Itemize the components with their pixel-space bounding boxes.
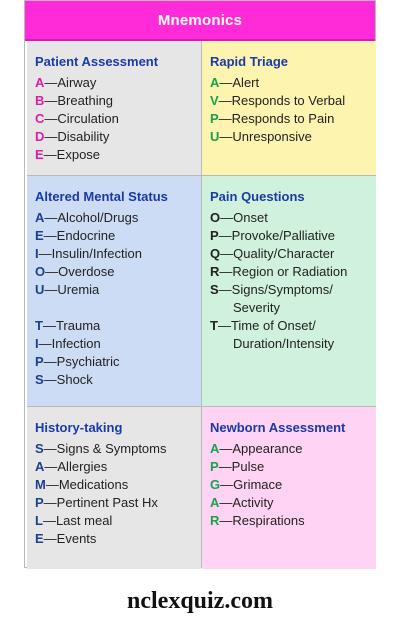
mnemonic-dash: — [42,513,56,528]
mnemonic-text: Airway [57,75,97,90]
mnemonic-letter: V [210,93,219,108]
mnemonic-text: Insulin/Infection [51,246,142,261]
mnemonic-text: Responds to Pain [231,111,335,126]
mnemonic-item [35,281,201,299]
mnemonic-item [210,245,376,263]
pain-questions-list [210,209,376,353]
mnemonic-dash: — [218,282,232,297]
mnemonic-item [210,209,376,227]
mnemonic-item [35,209,201,227]
mnemonic-letter: R [210,513,220,528]
mnemonic-text: Circulation [57,111,119,126]
mnemonic-dash: — [43,147,57,162]
mnemonic-item [35,227,201,245]
mnemonic-text: Expose [56,147,101,162]
mnemonic-letter: O [35,264,46,279]
mnemonic-dash: — [43,372,57,387]
mnemonic-letter: G [210,477,221,492]
mnemonic-text: Shock [56,372,93,387]
mnemonic-letter: S [210,282,219,297]
mnemonic-letter: A [35,75,45,90]
mnemonic-dash: — [220,477,234,492]
mnemonic-text: Pulse [231,459,265,474]
mnemonic-letter: R [210,264,220,279]
mnemonic-dash: — [44,111,58,126]
mnemonic-dash: — [220,210,234,225]
mnemonic-item [210,263,376,281]
mnemonic-dash: — [38,246,52,261]
mnemonic-item [35,263,201,281]
mnemonic-letter: P [35,495,44,510]
mnemonic-dash: — [45,264,59,279]
mnemonic-letter: P [210,228,219,243]
mnemonic-text: Breathing [57,93,114,108]
mnemonic-dash: — [45,477,59,492]
mnemonic-letter: A [210,441,220,456]
mnemonic-text: Infection [51,336,101,351]
mnemonic-item [35,476,201,494]
mnemonic-item [210,110,376,128]
mnemonic-letter: S [35,372,44,387]
mnemonic-item [210,512,376,530]
mnemonic-item [35,512,201,530]
mnemonic-letter: L [35,513,43,528]
mnemonic-dash: — [219,441,233,456]
mnemonic-dash: — [38,336,52,351]
mnemonic-dash: — [219,495,233,510]
mnemonic-item [210,74,376,92]
mnemonic-letter: D [35,129,45,144]
mnemonic-item [210,92,376,110]
mnemonic-dash: — [43,228,57,243]
mnemonic-dash: — [44,93,58,108]
mnemonic-text: Overdose [58,264,115,279]
mnemonic-item [35,458,201,476]
mnemonic-dash: — [218,93,232,108]
mnemonic-text: Time of Onset/ Duration/Intensity [230,318,335,351]
mnemonic-letter: P [210,459,219,474]
mnemonic-text: Alert [232,75,260,90]
mnemonics-grid [27,41,375,567]
mnemonic-text: Responds to Verbal [231,93,346,108]
newborn-assessment-list [210,440,376,530]
list-spacer [35,299,201,317]
mnemonic-letter: P [35,354,44,369]
mnemonic-item [35,245,201,263]
mnemonic-item [35,317,201,335]
mnemonic-text: Signs/Symptoms/ Severity [231,282,333,315]
mnemonic-letter: I [35,336,39,351]
mnemonic-text: Unresponsive [232,129,312,144]
history-taking-heading: History-taking [35,420,123,435]
mnemonic-letter: S [35,441,44,456]
mnemonic-dash: — [218,111,232,126]
footer-watermark: nclexquiz.com [127,588,273,614]
mnemonic-text: Respirations [232,513,305,528]
mnemonic-text: Grimace [233,477,283,492]
altered-mental-status-list-2 [35,317,201,389]
mnemonic-item [35,146,201,164]
altered-mental-status-panel [27,176,201,406]
mnemonic-letter: I [35,246,39,261]
rapid-triage-list [210,74,376,146]
mnemonic-text: Onset [233,210,268,225]
mnemonic-letter: A [210,495,220,510]
mnemonic-item [35,74,201,92]
mnemonic-dash: — [43,441,57,456]
mnemonic-item [35,440,201,458]
mnemonic-dash: — [218,228,232,243]
mnemonic-item [35,92,201,110]
mnemonic-letter: A [35,210,45,225]
mnemonic-text: Alcohol/Drugs [57,210,139,225]
mnemonic-text: Disability [57,129,110,144]
mnemonic-item [210,281,376,317]
pain-questions-panel [202,176,376,406]
mnemonic-letter: E [35,228,44,243]
mnemonic-dash: — [44,459,58,474]
mnemonic-dash: — [44,75,58,90]
mnemonic-item [35,335,201,353]
mnemonic-text: Quality/Character [233,246,335,261]
mnemonic-letter: O [210,210,221,225]
mnemonic-dash: — [44,210,58,225]
patient-assessment-panel [27,41,201,175]
mnemonic-letter: P [210,111,219,126]
mnemonic-item [35,530,201,548]
mnemonic-text: Appearance [232,441,303,456]
altered-mental-status-heading: Altered Mental Status [35,189,168,204]
mnemonic-letter: T [210,318,218,333]
mnemonic-text: Endocrine [56,228,116,243]
mnemonic-dash: — [44,282,58,297]
rapid-triage-panel [202,41,376,175]
mnemonic-dash: — [219,129,233,144]
mnemonic-text: Trauma [55,318,101,333]
mnemonic-letter: Q [210,246,221,261]
mnemonic-dash: — [219,513,233,528]
mnemonic-letter: M [35,477,46,492]
altered-mental-status-list [35,209,201,299]
mnemonic-letter: E [35,147,44,162]
mnemonic-dash: — [44,129,58,144]
mnemonic-item [35,353,201,371]
mnemonic-text: Events [56,531,97,546]
mnemonic-item [210,227,376,245]
mnemonic-item [210,494,376,512]
mnemonic-letter: T [35,318,43,333]
mnemonic-dash: — [43,531,57,546]
mnemonic-text: Last meal [55,513,113,528]
newborn-assessment-heading: Newborn Assessment [210,420,346,435]
mnemonic-dash: — [43,495,57,510]
mnemonic-dash: — [217,318,231,333]
mnemonic-letter: U [35,282,45,297]
mnemonic-letter: E [35,531,44,546]
mnemonic-item [210,128,376,146]
mnemonic-text: Signs & Symptoms [56,441,167,456]
mnemonic-item [210,476,376,494]
mnemonic-dash: — [43,354,57,369]
mnemonics-card [24,0,376,568]
mnemonic-text: Psychiatric [56,354,120,369]
mnemonic-text: Region or Radiation [232,264,348,279]
patient-assessment-list [35,74,201,164]
history-taking-list [35,440,201,548]
mnemonic-letter: C [35,111,45,126]
history-taking-panel [27,407,201,569]
mnemonic-item [35,494,201,512]
mnemonic-item [210,440,376,458]
pain-questions-heading: Pain Questions [210,189,305,204]
mnemonic-dash: — [218,459,232,474]
mnemonic-dash: — [220,246,234,261]
mnemonic-dash: — [219,264,233,279]
mnemonic-text: Activity [232,495,274,510]
mnemonic-letter: A [210,75,220,90]
card-header [25,1,375,41]
mnemonic-text: Uremia [57,282,100,297]
mnemonic-item [35,110,201,128]
mnemonic-text: Allergies [57,459,108,474]
mnemonic-letter: B [35,93,45,108]
rapid-triage-heading: Rapid Triage [210,54,289,69]
mnemonic-text: Provoke/Palliative [231,228,335,243]
card-title: Mnemonics [157,11,243,29]
newborn-assessment-panel [202,407,376,569]
mnemonic-dash: — [42,318,56,333]
mnemonic-item [210,317,376,353]
mnemonic-dash: — [219,75,233,90]
mnemonic-item [35,128,201,146]
patient-assessment-heading: Patient Assessment [35,54,159,69]
mnemonic-text: Medications [58,477,129,492]
mnemonic-letter: U [210,129,220,144]
mnemonic-item [210,458,376,476]
mnemonic-item [35,371,201,389]
mnemonic-letter: A [35,459,45,474]
mnemonic-text: Pertinent Past Hx [56,495,158,510]
